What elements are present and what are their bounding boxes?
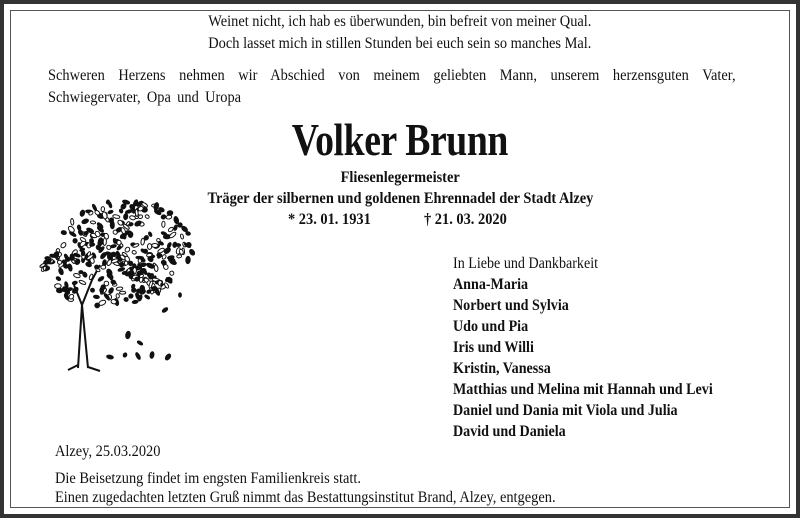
verse-line-2 <box>0 34 800 54</box>
mourner-name: Iris und Willi <box>453 339 534 356</box>
leaf <box>169 271 174 276</box>
leaf <box>72 281 78 286</box>
tree-illustration <box>30 185 210 380</box>
leaf <box>60 242 67 249</box>
leaf <box>93 295 99 299</box>
death-date <box>424 210 516 230</box>
leaf <box>103 238 107 246</box>
leaf <box>110 244 116 248</box>
leaf <box>122 352 127 357</box>
leaf <box>137 340 144 345</box>
leaf <box>146 253 152 257</box>
leaf <box>123 297 128 302</box>
place-date <box>55 442 172 462</box>
leaf <box>169 259 177 265</box>
leaf <box>106 355 113 360</box>
footer-text-2: Einen zugedachten letzten Gruß nimmt das Bestattungsinstitut Brand, Alzey, entgegen. <box>55 489 556 506</box>
leaf <box>141 238 145 245</box>
leaf <box>138 259 142 263</box>
honor-text: Träger der silbernen und goldenen Ehrennadel der Stadt Alzey <box>207 190 593 207</box>
leaf <box>154 265 158 272</box>
leaf <box>73 238 78 243</box>
mourner-name: Daniel und Dania mit Viola und Julia <box>453 402 678 419</box>
tree-leaves <box>39 199 195 361</box>
deceased-name-text: Volker Brunn <box>291 114 509 165</box>
verse-text-2: Doch lasset mich in stillen Stunden bei euch sein so manches Mal. <box>208 35 592 52</box>
leaf <box>157 247 165 254</box>
tree-trunk <box>68 265 100 371</box>
mourner-name: Kristin, Vanessa <box>453 360 551 377</box>
leaf <box>152 243 159 247</box>
footer-text-1: Die Beisetzung findet im engsten Familienkreis statt. <box>55 470 361 487</box>
leaf <box>167 210 173 215</box>
mourner-name: Matthias und Melina mit Hannah und Levi <box>453 381 713 398</box>
leaf <box>145 214 150 219</box>
leaf <box>62 287 67 292</box>
leaf <box>135 209 139 216</box>
mourner-name: Anna-Maria <box>453 276 529 293</box>
leaf <box>77 225 81 231</box>
leaf <box>94 210 100 216</box>
leaf <box>124 246 130 253</box>
mourners-heading: In Liebe und Dankbarkeit <box>453 255 599 272</box>
leaf <box>132 288 136 292</box>
leaf <box>82 271 88 278</box>
leaf <box>108 210 114 214</box>
leaf <box>132 300 138 304</box>
leaf <box>135 352 141 360</box>
leaf <box>175 243 181 246</box>
leaf <box>64 254 69 261</box>
birth-date-text: * 23. 01. 1931 <box>288 211 371 228</box>
leaf <box>90 221 96 225</box>
leaf <box>110 279 116 285</box>
leaf <box>150 351 155 358</box>
birth-date <box>288 210 380 230</box>
leaf <box>116 294 120 299</box>
leaf <box>97 276 104 282</box>
leaf <box>173 225 178 231</box>
leaf <box>61 230 67 235</box>
leaf <box>79 210 85 217</box>
deceased-name <box>0 115 800 165</box>
mourner-name: David und Daniela <box>453 423 566 440</box>
leaf <box>147 244 151 250</box>
mourner-name: Norbert und Sylvia <box>453 297 569 314</box>
leaf <box>80 237 87 243</box>
leaf <box>79 279 87 285</box>
leaf <box>180 234 184 240</box>
verse-line-1 <box>0 12 800 32</box>
leaf <box>169 231 177 239</box>
leaf <box>81 218 89 224</box>
leaf <box>112 214 120 219</box>
intro-paragraph: Schweren Herzens nehmen wir Abschied von meinem geliebten Mann, unserem herzensguten Vater, Schwiegervater, Opa und Uropa <box>48 67 736 106</box>
death-date-text: † 21. 03. 2020 <box>424 211 507 228</box>
leaf <box>132 250 137 255</box>
leaf <box>101 265 106 269</box>
leaf <box>43 266 47 271</box>
leaf <box>108 202 112 209</box>
footer-line-2 <box>55 488 611 508</box>
leaf <box>101 206 105 211</box>
leaf <box>58 268 64 276</box>
leaf <box>100 287 104 293</box>
leaf <box>163 247 171 255</box>
leaf <box>161 214 167 220</box>
leaf <box>168 226 174 232</box>
profession-text: Fliesenlegermeister <box>340 169 460 186</box>
leaf <box>110 222 114 229</box>
leaf <box>162 307 169 313</box>
leaf <box>108 287 114 294</box>
verse-text-1: Weinet nicht, ich hab es überwunden, bin befreit von meiner Qual. <box>208 13 592 30</box>
leaf <box>116 287 123 291</box>
leaf <box>123 213 128 219</box>
leaf <box>186 256 191 263</box>
leaf <box>105 251 113 257</box>
leaf <box>67 225 75 233</box>
leaf <box>56 276 62 281</box>
leaf <box>144 294 150 299</box>
leaf <box>124 261 128 265</box>
mourners-list <box>453 253 748 442</box>
leaf <box>55 284 62 289</box>
leaf <box>164 353 171 361</box>
leaf <box>177 254 182 258</box>
leaf <box>117 240 122 245</box>
leaf <box>70 218 74 225</box>
leaf <box>120 291 126 294</box>
leaf <box>81 251 85 256</box>
leaf <box>162 221 166 227</box>
place-date-text: Alzey, 25.03.2020 <box>55 443 161 460</box>
footer-line-1 <box>55 469 395 489</box>
leaf <box>57 288 63 292</box>
mourner-name: Udo und Pia <box>453 318 529 335</box>
leaf <box>189 249 196 256</box>
leaf <box>90 287 96 293</box>
leaf <box>128 293 134 299</box>
leaf <box>185 231 190 235</box>
leaf <box>179 293 182 297</box>
leaf <box>134 277 139 282</box>
leaf <box>67 264 72 272</box>
leaf <box>125 331 131 339</box>
